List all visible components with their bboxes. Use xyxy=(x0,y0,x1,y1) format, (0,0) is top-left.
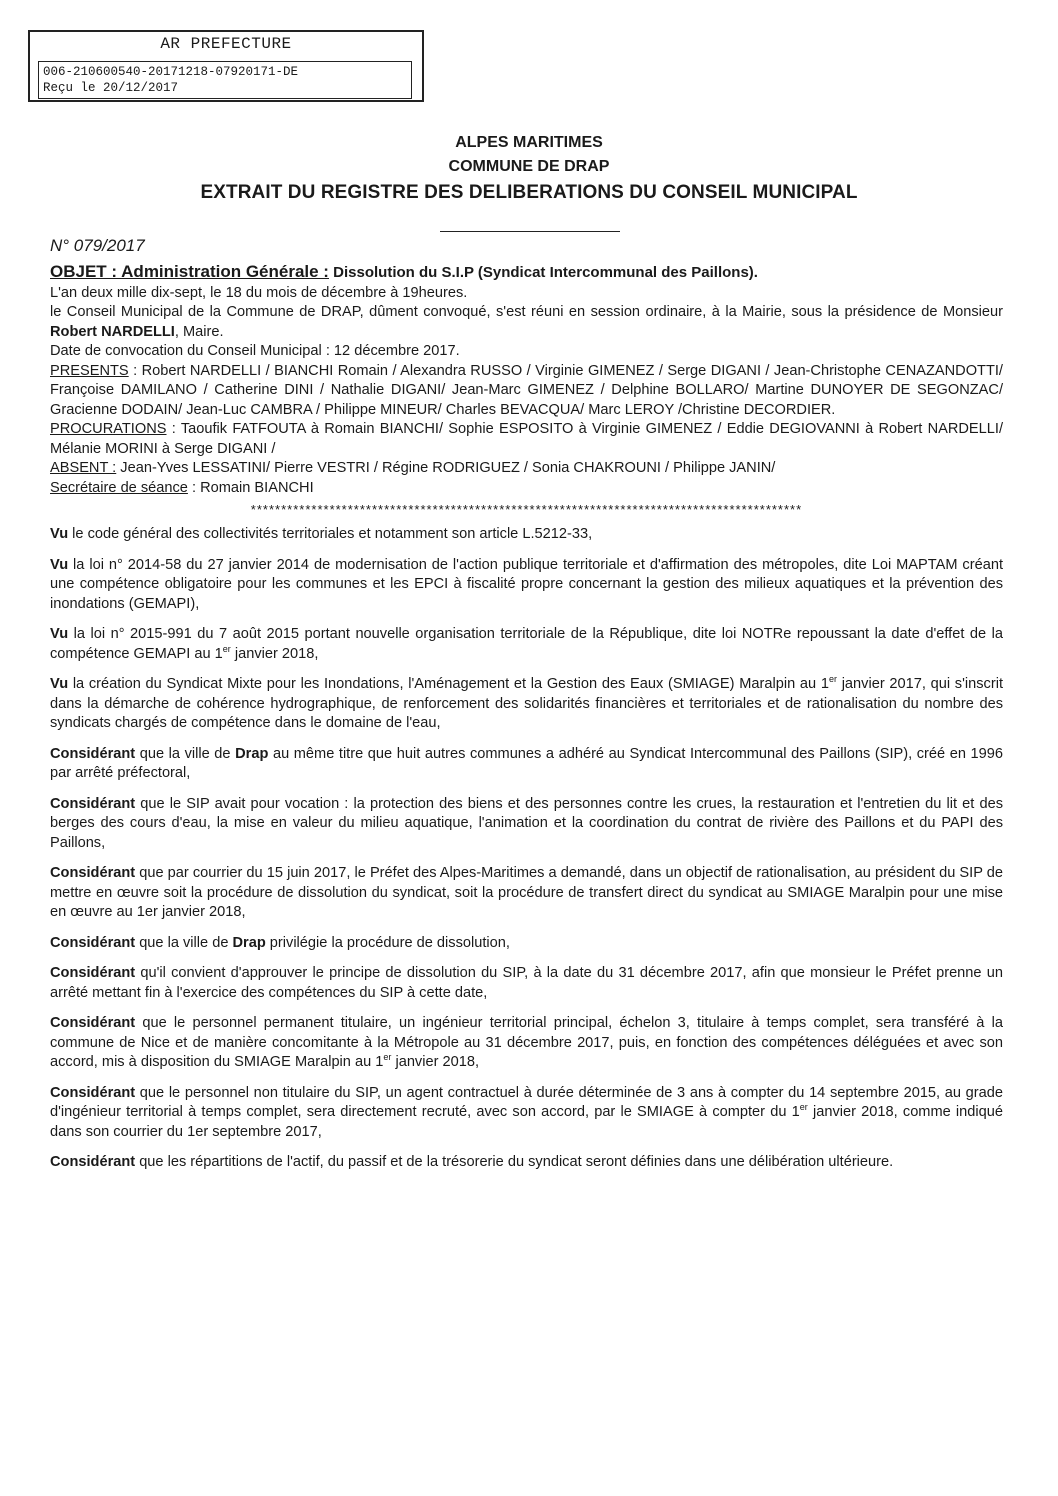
paragraph-text: que les répartitions de l'actif, du passif et de la trésorerie du syndicat seront définies dans une délibération ultérieure. xyxy=(135,1154,894,1170)
superscript: er xyxy=(222,643,231,654)
paragraph-lead: Vu xyxy=(50,556,69,573)
procurations-list xyxy=(50,420,1003,459)
mayor-name: Robert NARDELLI xyxy=(50,323,175,340)
stamp-received-date: Reçu le 20/12/2017 xyxy=(43,81,179,95)
paragraph-text: janvier 2017, qui s'inscrit dans la démarche de cohérence hydrographique, de renforcement des solidarités financières et territoriales et de rationalisation du nombre des syndicats chargés de compétence dans le domaine de l'eau, xyxy=(50,676,1003,731)
paragraph-considerant-5 xyxy=(50,964,1003,1003)
paragraph-text: le code général des collectivités territoriales et notamment son article L.5212-33, xyxy=(68,526,593,542)
paragraph-lead: Considérant xyxy=(50,865,136,881)
header-department: ALPES MARITIMES xyxy=(455,134,603,151)
paragraph-considerant-3 xyxy=(50,864,1003,923)
town-name: Drap xyxy=(235,745,269,762)
separator-stars: ******************************************************************************************* xyxy=(250,502,803,517)
intro-line-1: L'an deux mille dix-sept, le 18 du mois de décembre à 19heures. xyxy=(50,284,468,301)
paragraph-lead: Vu xyxy=(50,526,69,542)
paragraph-considerant-6 xyxy=(50,1014,1003,1073)
paragraph-text: la création du Syndicat Mixte pour les Inondations, l'Aménagement et la Gestion des Eaux (SMIAGE) Maralpin au 1 xyxy=(68,676,829,692)
stamp-title: AR PREFECTURE xyxy=(160,35,292,53)
procurations-label: PROCURATIONS xyxy=(50,421,167,437)
paragraph-text: au même titre que huit autres communes a adhéré au Syndicat Intercommunal des Paillons (SIP), créé en 1996 par arrêté préfectoral, xyxy=(50,745,1003,781)
paragraph-considerant-1 xyxy=(50,745,1003,784)
objet-label: OBJET : Administration Générale : xyxy=(50,262,329,281)
secretaire-text: : Romain BIANCHI xyxy=(187,479,314,496)
document-title: EXTRAIT DU REGISTRE DES DELIBERATIONS DU CONSEIL MUNICIPAL xyxy=(200,182,858,203)
paragraph-text: que la ville de xyxy=(135,934,233,951)
town-name: Drap xyxy=(232,934,266,951)
paragraph-considerant-8 xyxy=(50,1153,1003,1173)
paragraph-vu-2 xyxy=(50,556,1003,615)
document-body xyxy=(50,262,1003,1173)
paragraph-lead: Considérant xyxy=(50,965,136,981)
stamp-reference: 006-210600540-20171218-07920171-DE xyxy=(43,65,299,79)
paragraph-considerant-2 xyxy=(50,795,1003,854)
presents-list xyxy=(50,362,1003,421)
deliberation-number: N° 079/2017 xyxy=(50,236,145,255)
paragraph-vu-4 xyxy=(50,675,1003,734)
convocation-date: Date de convocation du Conseil Municipal : 12 décembre 2017. xyxy=(50,343,460,359)
paragraph-text: la loi n° 2015-991 du 7 août 2015 portant nouvelle organisation territoriale de la République, dite loi NOTRe repoussant la date d'effet de la compétence GEMAPI au 1 xyxy=(50,626,1003,662)
prefecture-stamp xyxy=(28,30,424,102)
paragraph-lead: Considérant xyxy=(50,1084,136,1101)
presents-label: PRESENTS xyxy=(50,362,129,379)
title-divider xyxy=(440,231,620,232)
paragraph-lead: Vu xyxy=(50,626,69,642)
paragraph-text: privilégie la procédure de dissolution, xyxy=(265,934,510,951)
paragraph-text: janvier 2018, xyxy=(230,645,319,662)
paragraph-lead: Considérant xyxy=(50,1015,136,1031)
superscript: er xyxy=(828,674,837,685)
paragraph-lead: Considérant xyxy=(50,1154,136,1170)
objet-text: Dissolution du S.I.P (Syndicat Intercommunal des Paillons). xyxy=(328,264,758,281)
absent-text: Jean-Yves LESSATINI/ Pierre VESTRI / Régine RODRIGUEZ / Sonia CHAKROUNI / Philippe JANIN/ xyxy=(116,460,776,476)
paragraph-considerant-4 xyxy=(50,934,1003,954)
paragraph-text: que la ville de xyxy=(135,745,236,762)
objet-line xyxy=(50,262,1003,283)
absent-list xyxy=(50,459,1003,479)
superscript: er xyxy=(799,1102,808,1113)
secretaire-line xyxy=(50,479,1003,499)
intro-text: le Conseil Municipal de la Commune de DRAP, dûment convoqué, s'est réuni en session ordinaire, à la Mairie, sous la présidence de Monsieur xyxy=(50,304,1003,320)
presents-text: : Robert NARDELLI / BIANCHI Romain / Alexandra RUSSO / Virginie GIMENEZ / Serge DIGANI / Jean-Christophe CENAZANDOTTI/ Françoise DAMILANO / Catherine DINI / Nathalie DIGANI/ Jean-Marc GIMENEZ / Delphine BOLLARO/ Martine DUNOYER DE SEGONZAC/ Gracienne DODAIN/ Jean-Luc CAMBRA / Philippe MINEUR/ Charles BEVACQUA/ Marc LEROY /Christine DECORDIER. xyxy=(50,362,1003,418)
paragraph-text: que le SIP avait pour vocation : la protection des biens et des personnes contre les crues, la restauration et l'entretien du lit et des berges des cours d'eau, la mise en valeur du milieu aquatique, l'animation et la coordination du contrat de rivière des Paillons et du PAPI des Paillons, xyxy=(50,795,1003,851)
paragraph-text: la loi n° 2014-58 du 27 janvier 2014 de modernisation de l'action publique territoriale et d'affirmation des métropoles, dite Loi MAPTAM créant une compétence obligatoire pour les communes et les EPCI à fiscalité propre concernant la gestion des milieux aquatiques et la prévention des inondations (GEMAPI), xyxy=(50,556,1003,612)
paragraph-text: que le personnel non titulaire du SIP, un agent contractuel à durée déterminée de 3 ans à compter du 14 septembre 2015, au grade d'ingénieur territorial à temps complet, sera directement recruté, avec son accord, par le SMIAGE à compter du 1 xyxy=(50,1084,1003,1120)
paragraph-vu-1 xyxy=(50,525,1003,545)
paragraph-text: janvier 2018, comme indiqué dans son courrier du 1er septembre 2017, xyxy=(50,1104,1004,1140)
paragraph-lead: Considérant xyxy=(50,795,136,812)
paragraph-lead: Considérant xyxy=(50,745,136,762)
paragraph-text: que par courrier du 15 juin 2017, le Préfet des Alpes-Maritimes a demandé, dans un objectif de rationalisation, au président du SIP de mettre en œuvre soit la procédure de dissolution du syndicat, soit la procédure de transfert direct du syndicat au SMIAGE Maralpin pour une mise en œuvre au 1er janvier 2018, xyxy=(50,865,1003,920)
paragraph-lead: Considérant xyxy=(50,934,136,951)
paragraph-lead: Vu xyxy=(50,676,69,692)
header-commune: COMMUNE DE DRAP xyxy=(448,158,610,175)
intro-line-2 xyxy=(50,303,1003,342)
intro-text-end: , Maire. xyxy=(174,323,224,340)
paragraph-text: qu'il convient d'approuver le principe de dissolution du SIP, à la date du 31 décembre 2017, afin que monsieur le Préfet prenne un arrêté mettant fin à l'exercice des compétences du SIP à cette date, xyxy=(50,965,1003,1001)
paragraph-text: janvier 2018, xyxy=(391,1054,480,1070)
paragraph-considerant-7 xyxy=(50,1084,1003,1143)
paragraph-text: que le personnel permanent titulaire, un ingénieur territorial principal, échelon 3, titulaire à temps complet, sera transféré à la commune de Nice et de manière concomitante à la Métropole au 31 décembre 2017, puis, en fonction des compétences déléguées et avec son accord, mis à disposition du SMIAGE Maralpin au 1 xyxy=(50,1015,1003,1070)
stamp-reference-box xyxy=(38,61,412,99)
paragraph-vu-3 xyxy=(50,625,1003,664)
superscript: er xyxy=(383,1052,392,1063)
absent-label: ABSENT : xyxy=(50,460,117,476)
secretaire-label: Secrétaire de séance xyxy=(50,479,188,496)
procurations-text: : Taoufik FATFOUTA à Romain BIANCHI/ Sophie ESPOSITO à Virginie GIMENEZ / Eddie DEGIOVANNI à Robert NARDELLI/ Mélanie MORINI à Serge DIGANI / xyxy=(50,421,1003,457)
